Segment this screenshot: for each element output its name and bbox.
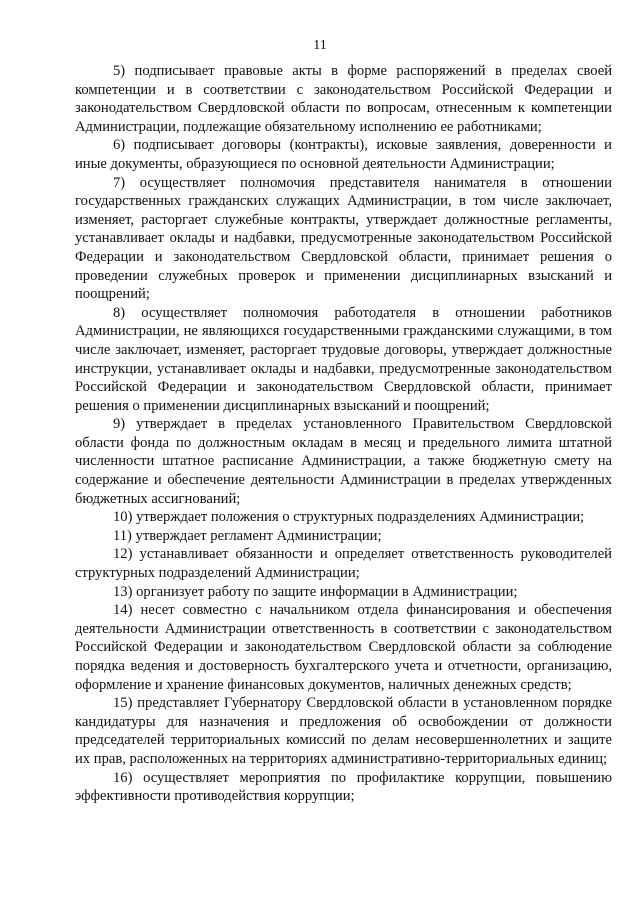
paragraph-item-15: 15) представляет Губернатору Свердловской области в установленном порядке кандидатуры для назначения и предложения об освобождении от должности председателей территориальных комиссий по делам несовершеннолетних и защите их прав, расположенных на территориях административно-территориальных единиц; <box>75 695 612 767</box>
paragraph-item-9: 9) утверждает в пределах установленного Правительством Свердловской области фонда по должностным окладам в месяц и предельного лимита штатной численности штатное расписание Администрации, а также бюджетную смету на содержание и обеспечение деятельности Администрации в пределах утвержденных бюджетных ассигнований; <box>75 416 612 507</box>
paragraph-item-12: 12) устанавливает обязанности и определяет ответственность руководителей структурных подразделений Администрации; <box>75 546 612 582</box>
paragraph-item-6: 6) подписывает договоры (контракты), исковые заявления, доверенности и иные документы, образующиеся по основной деятельности Администрации; <box>75 137 612 172</box>
page-number: 11 <box>313 38 327 53</box>
paragraph-item-10: 10) утверждает положения о структурных подразделениях Администрации; <box>113 509 585 526</box>
paragraph-item-8: 8) осуществляет полномочия работодателя в отношении работников Администрации, не являющихся государственными гражданскими служащими, в том числе заключает, изменяет, расторгает трудовые договоры, утверждает должностные инструкции, устанавливает оклады и надбавки, предусмотренные законодательством Российской Федерации и законодательством Свердловской области, принимает решения о применении дисциплинарных взысканий и поощрений; <box>75 304 612 414</box>
paragraph-item-13: 13) организует работу по защите информации в Администрации; <box>113 583 518 600</box>
document-body <box>75 62 612 806</box>
paragraph-item-5: 5) подписывает правовые акты в форме распоряжений в пределах своей компетенции и в соответствии с законодательством Российской Федерации и законодательством Свердловской области по вопросам, отнесенным к компетенции Администрации, подлежащие обязательному исполнению ее работниками; <box>75 63 612 135</box>
paragraph-item-16: 16) осуществляет мероприятия по профилактике коррупции, повышению эффективности противодействия коррупции; <box>75 769 612 805</box>
paragraph-item-11: 11) утверждает регламент Администрации; <box>113 527 382 544</box>
paragraph-item-14: 14) несет совместно с начальником отдела финансирования и обеспечения деятельности Администрации ответственность в соответствии с законодательством Российской Федерации и законодательством Свердловской области за соблюдение порядка ведения и достоверность бухгалтерского учета и отчетности, организацию, оформление и хранение финансовых документов, наличных денежных средств; <box>75 602 612 693</box>
paragraph-item-7: 7) осуществляет полномочия представителя нанимателя в отношении государственных гражданских служащих Администрации, в том числе заключает, изменяет, расторгает служебные контракты, утверждает должностные регламенты, устанавливает оклады и надбавки, предусмотренные законодательством Российской Федерации и законодательством Свердловской области, принимает решения о проведении служебных проверок и применении дисциплинарных взысканий и поощрений; <box>75 174 612 303</box>
